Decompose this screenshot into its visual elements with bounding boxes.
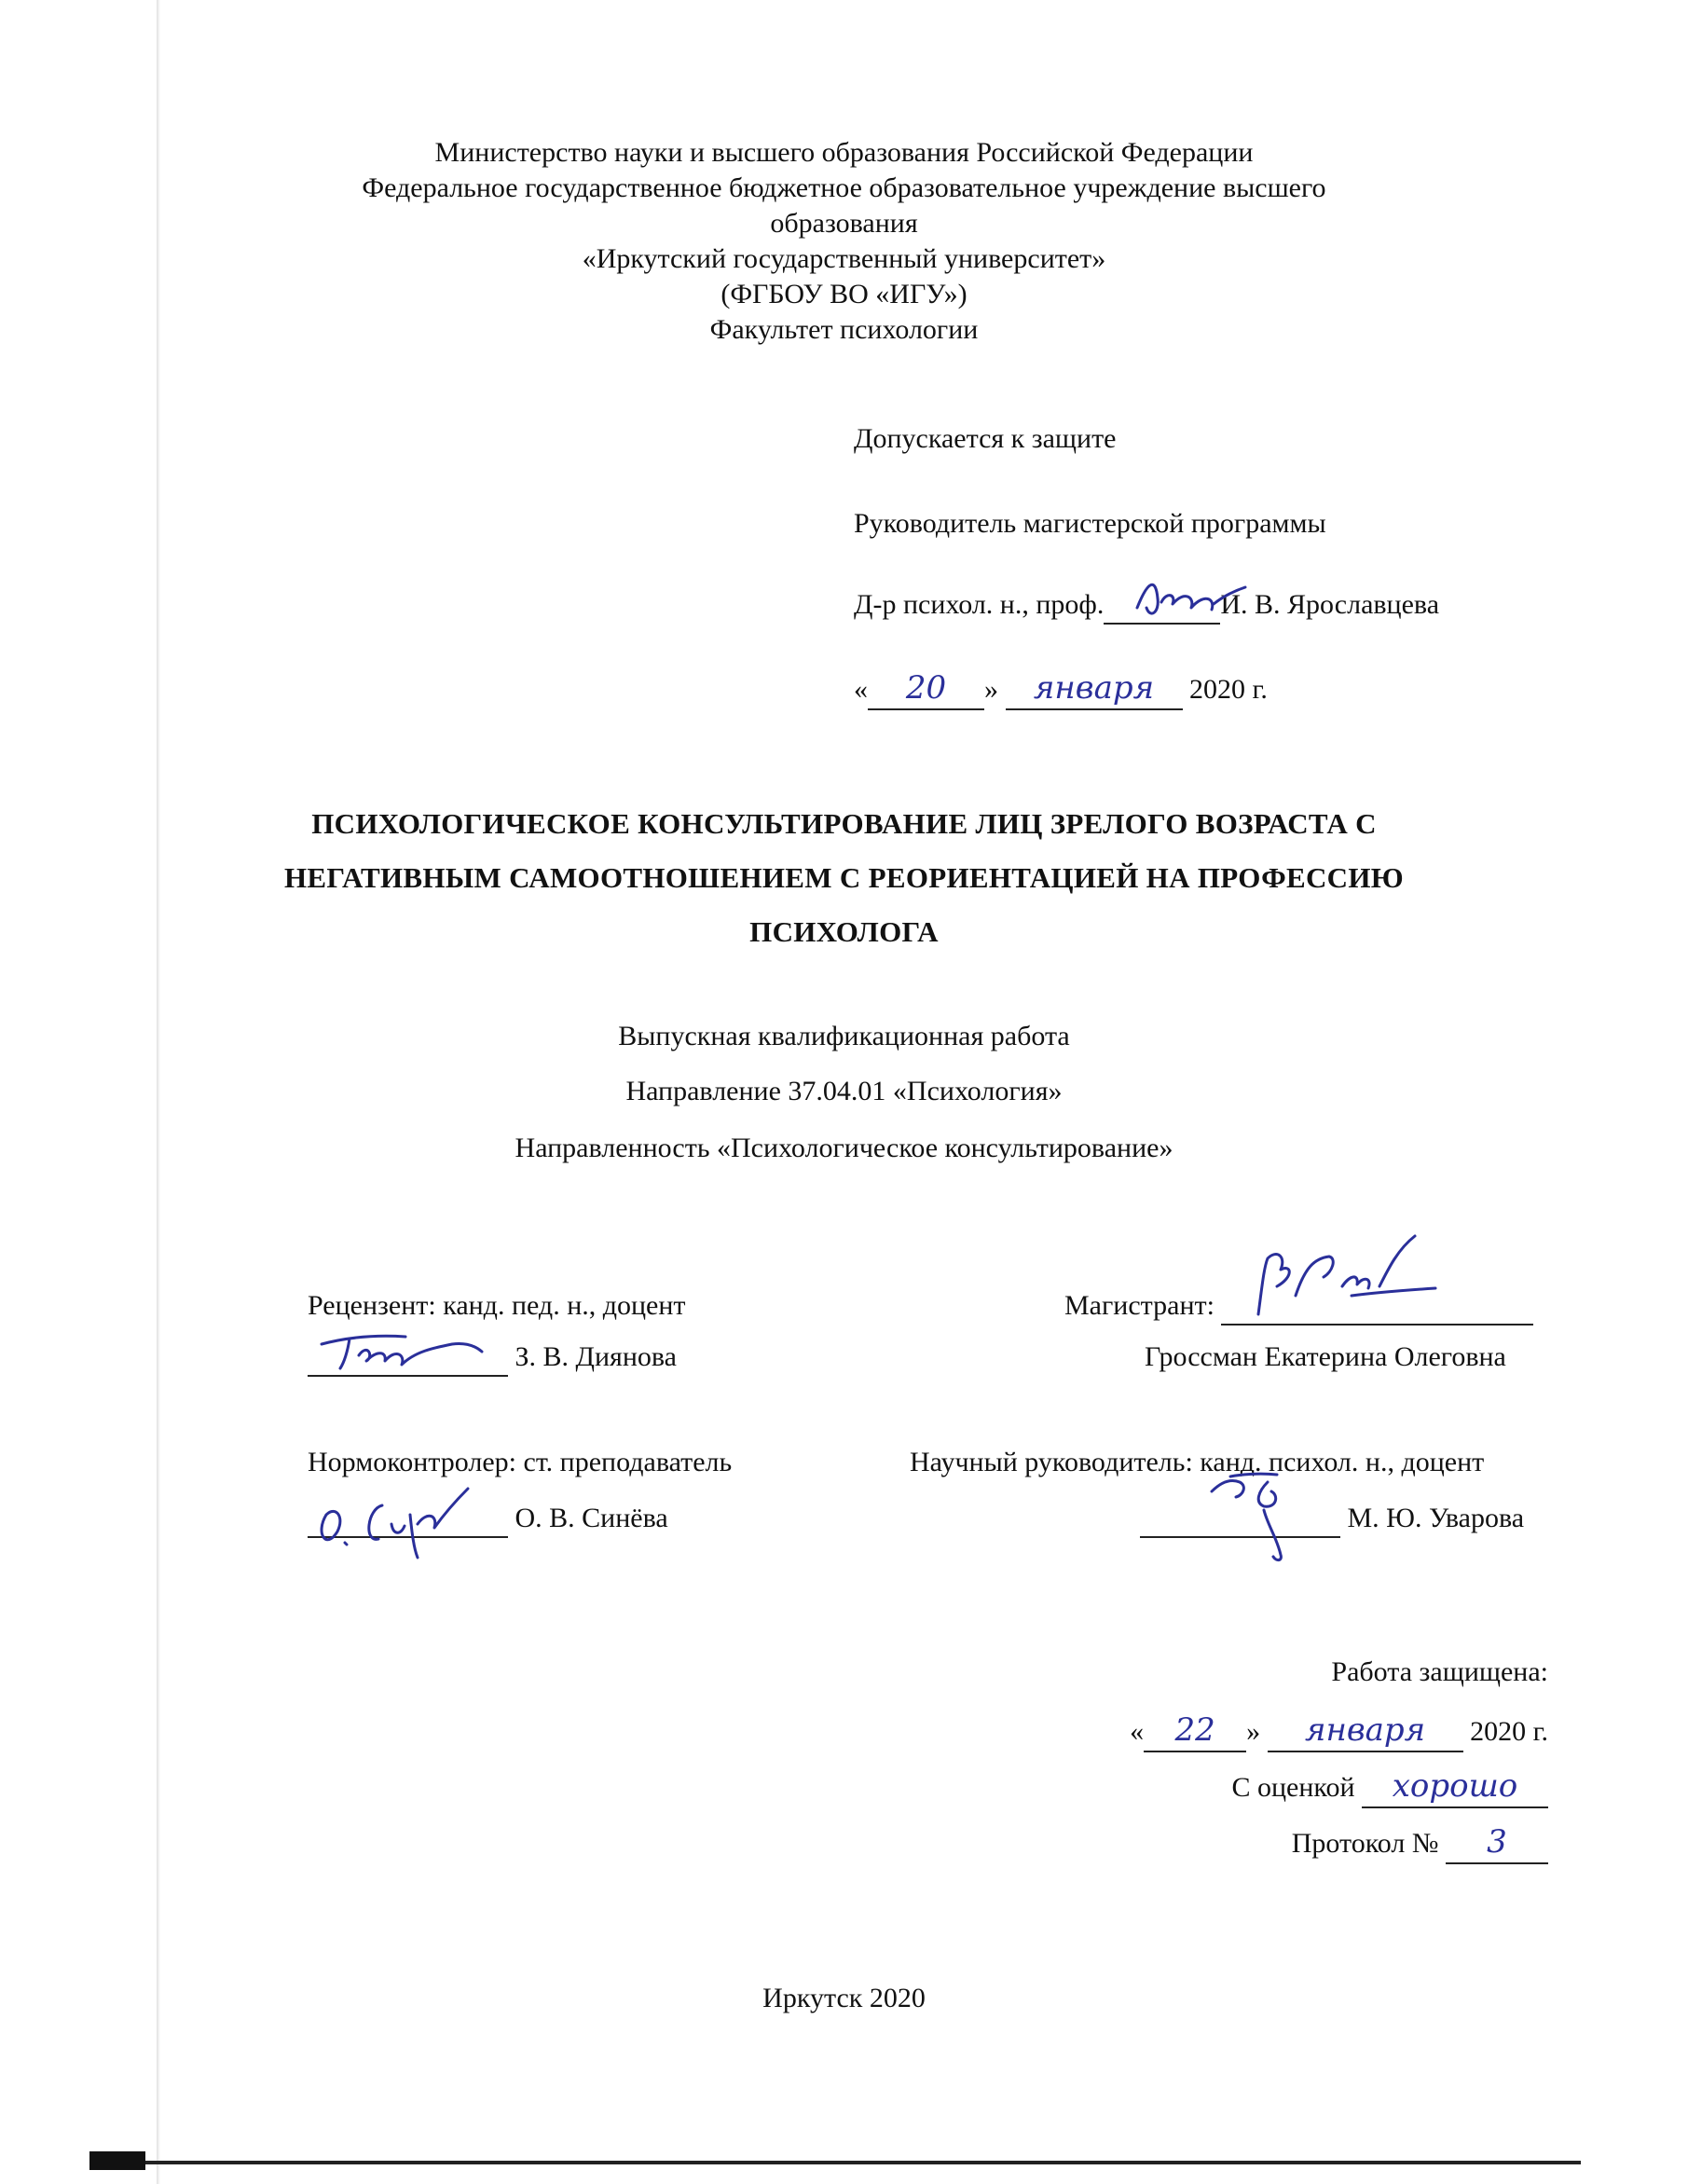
institution-line: Федеральное государственное бюджетное образовательное учреждение высшего [362,172,1326,203]
grade-label: С оценкой [1231,1772,1355,1803]
admit-to-defense: Допускается к защите [854,423,1117,454]
student-signature [1240,1230,1454,1324]
work-type: Выпускная квалификационная работа [618,1021,1070,1051]
date-open-quote: « [854,674,868,705]
defense-date [1130,1710,1548,1752]
reviewer-role: Рецензент: канд. пед. н., доцент [308,1290,686,1321]
defense-label: Работа защищена: [1331,1656,1548,1687]
program-head-signature [1130,570,1251,626]
grade-value: хорошо [1362,1766,1548,1808]
program-head-role: Руководитель магистерской программы [854,508,1326,539]
scan-bottom-edge [89,2161,1581,2164]
approval-date [854,668,1268,710]
work-focus: Направленность «Психологическое консультирование» [515,1133,1173,1163]
thesis-title-line-3: ПСИХОЛОГА [749,915,939,948]
protocol-number: 3 [1446,1822,1548,1864]
thesis-title-line-1: ПСИХОЛОГИЧЕСКОЕ КОНСУЛЬТИРОВАНИЕ ЛИЦ ЗРЕЛОГО ВОЗРАСТА С [311,807,1377,840]
student-role: Магистрант: [1064,1290,1215,1321]
ministry-line: Министерство науки и высшего образования Российской Федерации [434,137,1254,168]
student-name: Гроссман Екатерина Олеговна [1145,1341,1506,1372]
thesis-title-line-2: НЕГАТИВНЫМ САМООТНОШЕНИЕМ С РЕОРИЕНТАЦИЕЙ НА ПРОФЕССИЮ [284,861,1404,894]
defense-day: 22 [1144,1710,1246,1752]
protocol-label: Протокол № [1291,1828,1439,1859]
normcontrol-signature [308,1477,494,1561]
defense-month: января [1268,1710,1463,1752]
program-head-name: И. В. Ярославцева [1220,589,1440,620]
date-close-quote: » [984,674,998,705]
defense-protocol [1292,1822,1548,1864]
reviewer-name: З. В. Диянова [515,1341,677,1372]
reviewer-signature [312,1324,489,1380]
supervisor-name: М. Ю. Уварова [1347,1503,1525,1533]
defense-date-open-quote: « [1130,1716,1145,1747]
faculty-name: Факультет психологии [709,314,979,345]
work-direction: Направление 37.04.01 «Психология» [625,1076,1063,1106]
supervisor-role: Научный руководитель: канд. психол. н., доцент [910,1447,1485,1477]
scan-corner-mark [89,2151,145,2170]
university-name: «Иркутский государственный университет» [582,243,1106,274]
defense-date-close-quote: » [1246,1716,1261,1747]
normcontrol-role: Нормоконтролер: ст. преподаватель [308,1447,733,1477]
defense-year: 2020 г. [1470,1716,1548,1747]
university-abbr: (ФГБОУ ВО «ИГУ») [720,279,968,309]
institution-line-cont: образования [770,208,918,239]
normcontrol-name: О. В. Синёва [515,1503,668,1533]
defense-grade [1231,1766,1548,1808]
city-year: Иркутск 2020 [762,1983,926,2013]
approval-month: января [1006,668,1183,710]
approval-year: 2020 г. [1189,674,1268,705]
supervisor-signature-line [1140,1501,1524,1538]
program-head-degree: Д-р психол. н., проф. [854,589,1105,620]
supervisor-signature [1202,1454,1324,1566]
approval-day: 20 [868,668,984,710]
